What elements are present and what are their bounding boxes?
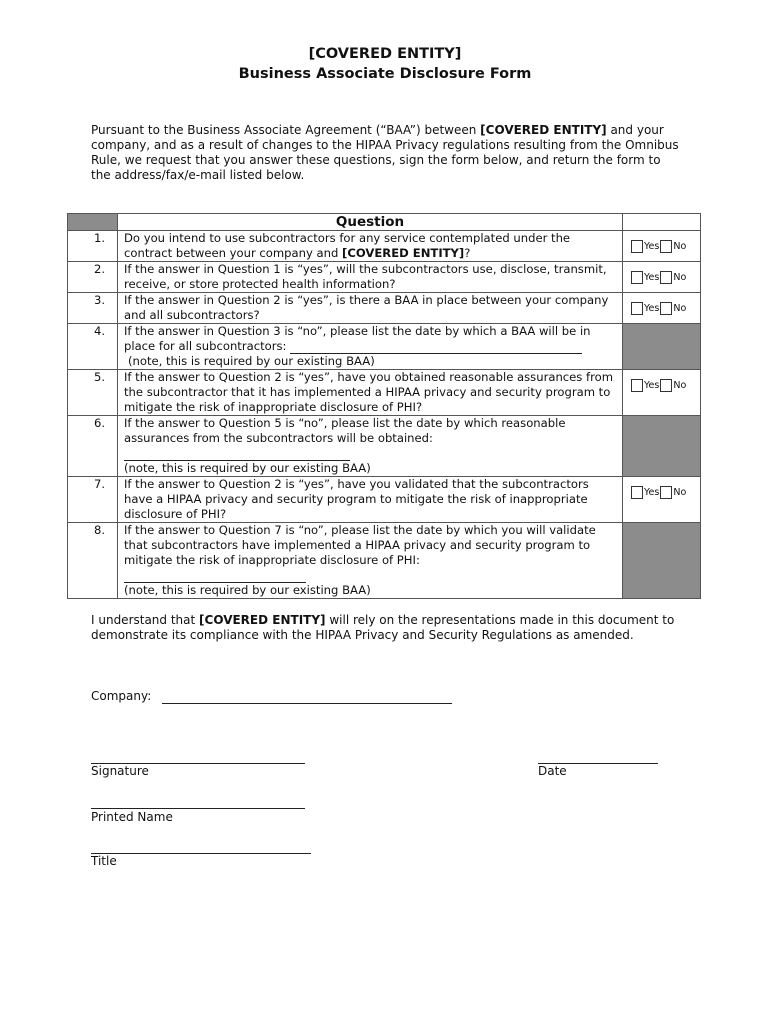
yes-checkbox[interactable] [631, 302, 643, 315]
header-number-cell [68, 214, 118, 231]
table-row [68, 370, 701, 416]
question-number: 4. [68, 324, 118, 370]
no-checkbox[interactable] [660, 302, 672, 315]
date-label: Date [538, 764, 567, 778]
question-text: If the answer in Question 3 is “no”, please list the date by which a BAA will be in place for all subcontractors: (note, this is required by our existing BAA) [118, 324, 623, 370]
question-number: 7. [68, 477, 118, 523]
table-row [68, 523, 701, 599]
no-checkbox[interactable] [660, 240, 672, 253]
title-label: Title [91, 854, 117, 868]
question-number: 8. [68, 523, 118, 599]
yes-label: Yes [644, 303, 660, 314]
answer-cell-shaded [623, 523, 701, 599]
company-label: Company: [91, 689, 152, 703]
question-number: 5. [68, 370, 118, 416]
yes-checkbox[interactable] [631, 240, 643, 253]
answer-cell-shaded [623, 416, 701, 477]
header-question-cell: Question [118, 214, 623, 231]
table-row [68, 416, 701, 477]
yes-checkbox[interactable] [631, 379, 643, 392]
company-input-line[interactable] [162, 703, 452, 704]
title-input-line[interactable] [91, 853, 311, 854]
question-number: 1. [68, 231, 118, 262]
question-text: If the answer to Question 5 is “no”, please list the date by which reasonable assurances from the subcontractors will be obtained: (note, this is required by our existing BAA) [118, 416, 623, 477]
no-checkbox[interactable] [660, 379, 672, 392]
yes-label: Yes [644, 487, 660, 498]
table-row [68, 324, 701, 370]
answer-cell [623, 477, 701, 523]
answer-cell [623, 262, 701, 293]
printed-name-input-line[interactable] [91, 808, 305, 809]
question-text: Do you intend to use subcontractors for any service contemplated under the contract between your company and [COVERED ENTITY]? [118, 231, 623, 262]
yes-label: Yes [644, 380, 660, 391]
no-label: No [673, 272, 687, 283]
printed-name-label: Printed Name [91, 810, 173, 824]
yes-checkbox[interactable] [631, 486, 643, 499]
form-title-entity: [COVERED ENTITY] [308, 46, 462, 62]
table-row [68, 262, 701, 293]
no-label: No [673, 487, 687, 498]
header-answer-cell [623, 214, 701, 231]
table-row [68, 231, 701, 262]
question-text: If the answer to Question 2 is “yes”, have you obtained reasonable assurances from the subcontractor that it has implemented a HIPAA privacy and security program to mitigate the risk of inappropriate disclosure of PHI? [118, 370, 623, 416]
answer-cell-shaded [623, 324, 701, 370]
no-label: No [673, 241, 687, 252]
answer-cell [623, 293, 701, 324]
question-number: 3. [68, 293, 118, 324]
questions-table [67, 213, 701, 599]
no-checkbox[interactable] [660, 271, 672, 284]
answer-cell [623, 231, 701, 262]
intro-paragraph: Pursuant to the Business Associate Agreement (“BAA”) between [COVERED ENTITY] and your company, and as a result of changes to the HIPAA Privacy regulations resulting from the Omnibus Rule, we request that you answer these questions, sign the form below, and return the form to the address/fax/e-mail listed below. [91, 123, 679, 182]
date-input-line[interactable] [124, 448, 350, 461]
question-text: If the answer to Question 2 is “yes”, have you validated that the subcontractors have a HIPAA privacy and security program to mitigate the risk of inappropriate disclosure of PHI? [118, 477, 623, 523]
question-number: 2. [68, 262, 118, 293]
yes-label: Yes [644, 272, 660, 283]
table-row [68, 477, 701, 523]
acknowledgement-paragraph: I understand that [COVERED ENTITY] will rely on the representations made in this document to demonstrate its compliance with the HIPAA Privacy and Security Regulations as amended. [91, 613, 675, 642]
question-text: If the answer to Question 7 is “no”, please list the date by which you will validate that subcontractors have implemented a HIPAA privacy and security program to mitigate the risk of inappropriate disclosure of PHI: (note, this is required by our existing BAA) [118, 523, 623, 599]
form-title: Business Associate Disclosure Form [238, 66, 532, 82]
date-input-line[interactable] [290, 341, 582, 354]
no-label: No [673, 303, 687, 314]
yes-label: Yes [644, 241, 660, 252]
question-text: If the answer in Question 2 is “yes”, is there a BAA in place between your company and all subcontractors? [118, 293, 623, 324]
signature-label: Signature [91, 764, 149, 778]
table-row [68, 293, 701, 324]
date-input-line[interactable] [124, 570, 306, 583]
yes-checkbox[interactable] [631, 271, 643, 284]
question-text: If the answer in Question 1 is “yes”, will the subcontractors use, disclose, transmit, receive, or store protected health information? [118, 262, 623, 293]
no-checkbox[interactable] [660, 486, 672, 499]
no-label: No [673, 380, 687, 391]
answer-cell [623, 370, 701, 416]
question-number: 6. [68, 416, 118, 477]
table-header-row [68, 214, 701, 231]
